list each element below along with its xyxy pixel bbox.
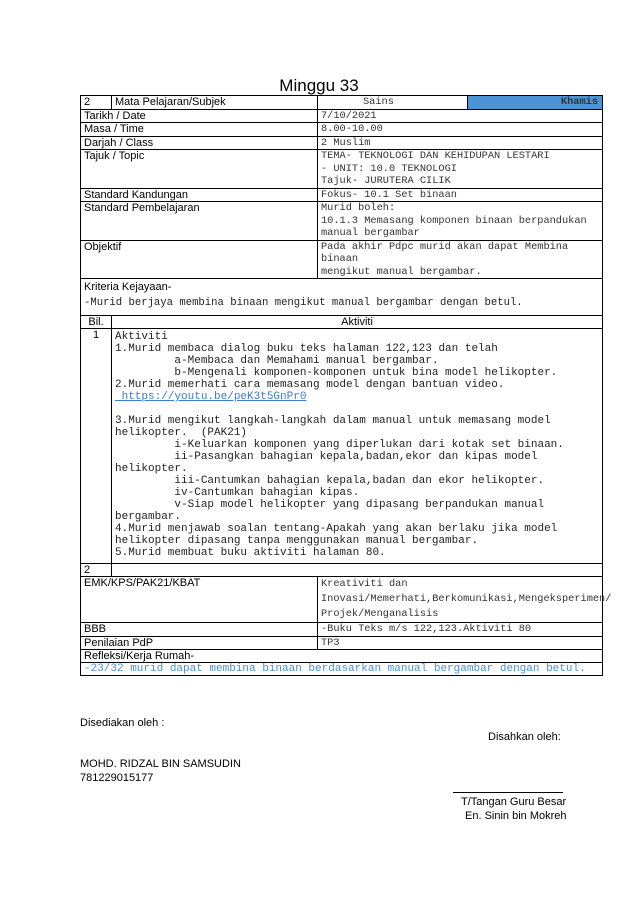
bbb-row	[81, 623, 603, 637]
topic-label: Tajuk / Topic	[81, 150, 318, 189]
header-num: 2	[81, 96, 112, 110]
activity-line: iii-Cantumkan bahagian kepala,badan dan ekor helikopter.	[115, 475, 545, 487]
activity-line: iv-Cantumkan bahagian kipas.	[115, 487, 360, 499]
bil-header: Bil.	[81, 316, 112, 329]
objective-line: mengikut manual bergambar.	[321, 265, 482, 278]
activity-line: 5.Murid membuat buku aktiviti halaman 80.	[115, 547, 386, 559]
sk-label: Standard Kandungan	[81, 188, 318, 202]
date-label: Tarikh / Date	[81, 109, 318, 123]
activity-content	[112, 329, 603, 564]
sp-line: Murid boleh:	[321, 202, 396, 214]
sk-row	[81, 188, 603, 202]
emk-label: EMK/KPS/PAK21/KBAT	[81, 577, 318, 623]
class-row	[81, 136, 603, 150]
activity-header-row	[81, 316, 603, 329]
header-row	[81, 96, 603, 110]
criteria-label: Kriteria Kejayaan-	[84, 281, 172, 293]
activity-row-2	[81, 564, 603, 577]
time-value: 8.00-10.00	[318, 123, 603, 137]
activity-line: b-Mengenali komponen-komponen untuk bina model helikopter.	[115, 367, 558, 379]
objective-label: Objektif	[81, 240, 318, 279]
page-title: Minggu 33	[279, 76, 359, 95]
approved-by-label: Disahkan oleh:	[488, 731, 561, 743]
subject-label: Mata Pelajaran/Subjek	[112, 96, 318, 110]
activity-num-2: 2	[81, 564, 112, 577]
class-label: Darjah / Class	[81, 136, 318, 150]
subject-value: Sains	[318, 96, 468, 110]
sp-line: 10.1.3 Memasang komponen binaan berpandukan	[321, 214, 587, 227]
reflection-label: Refleksi/Kerja Rumah-	[81, 650, 603, 663]
reflection-text: -23/32 murid dapat membina binaan berdasarkan manual bergambar dengan betul.	[81, 663, 603, 676]
activity-line: helikopter.	[115, 463, 188, 475]
assessment-label: Penilaian PdP	[81, 636, 318, 650]
activity-line: helikopter dipasang tanpa menggunakan manual bergambar.	[115, 535, 479, 547]
video-link[interactable]: https://youtu.be/peK3t5GnPr0	[115, 391, 307, 403]
teacher-id: 781229015177	[80, 772, 154, 784]
activity-line	[115, 403, 599, 415]
activity-line: Aktiviti	[115, 331, 168, 343]
activity-header: Aktiviti	[112, 316, 603, 329]
bbb-value: -Buku Teks m/s 122,123.Aktiviti 80	[318, 623, 603, 637]
assessment-row	[81, 636, 603, 650]
signature-line	[453, 792, 563, 793]
assessment-value: TP3	[318, 636, 603, 650]
reflection-text-row	[81, 663, 603, 676]
emk-line: Inovasi/Memerhati,Berkomunikasi,Mengeksperimen/	[321, 593, 612, 605]
objective-value	[318, 240, 603, 279]
topic-line: - UNIT: 10.0 TEKNOLOGI	[321, 162, 457, 175]
lesson-plan-table	[80, 95, 612, 676]
activity-line: 3.Murid mengikut langkah-langkah dalam manual untuk memasang model	[115, 415, 551, 427]
topic-line: TEMA- TEKNOLOGI DAN KEHIDUPAN LESTARI	[321, 150, 550, 162]
sk-value: Fokus- 10.1 Set binaan	[318, 188, 603, 202]
emk-row	[81, 577, 603, 623]
time-row	[81, 123, 603, 137]
bbb-label: BBB	[81, 623, 318, 637]
sp-line: manual bergambar	[321, 227, 420, 239]
date-row	[81, 109, 603, 123]
class-value: 2 Muslim	[318, 136, 603, 150]
activity-line: 1.Murid membaca dialog buku teks halaman 122,123 dan telah	[115, 343, 498, 355]
objective-line: Pada akhir Pdpc murid akan dapat Membina binaan	[321, 240, 569, 265]
date-value: 7/10/2021	[318, 109, 603, 123]
topic-row	[81, 150, 603, 189]
activity-num: 1	[81, 329, 112, 564]
objective-row	[81, 240, 603, 279]
sp-label: Standard Pembelajaran	[81, 202, 318, 241]
emk-value	[318, 577, 612, 623]
activity-line: bergambar.	[115, 511, 182, 523]
signature-label: T/Tangan Guru Besar	[461, 796, 567, 808]
emk-line: Kreativiti dan	[321, 578, 408, 590]
principal-name: En. Sinin bin Mokreh	[465, 810, 567, 822]
emk-line: Projek/Menganalisis	[321, 608, 439, 620]
activity-content-2	[112, 564, 603, 577]
activity-line: a-Membaca dan Memahami manual bergambar.	[115, 355, 439, 367]
criteria-row	[81, 279, 603, 316]
activity-line: i-Keluarkan komponen yang diperlukan dari kotak set binaan.	[115, 439, 564, 451]
activity-line: 2.Murid memerhati cara memasang model dengan bantuan video.	[115, 379, 505, 391]
reflection-label-row	[81, 650, 603, 663]
teacher-name: MOHD. RIDZAL BIN SAMSUDIN	[80, 758, 241, 770]
activity-row	[81, 329, 603, 564]
activity-line: helikopter. (PAK21)	[115, 427, 248, 439]
activity-line: 4.Murid menjawab soalan tentang-Apakah yang akan berlaku jika model	[115, 523, 558, 535]
sp-row	[81, 202, 603, 241]
criteria-text: -Murid berjaya membina binaan mengikut manual bergambar dengan betul.	[84, 297, 523, 309]
day-badge: Khamis	[468, 96, 603, 110]
sp-value	[318, 202, 603, 241]
time-label: Masa / Time	[81, 123, 318, 137]
criteria-cell	[81, 279, 603, 316]
prepared-by-label: Disediakan oleh :	[80, 717, 165, 729]
topic-value	[318, 150, 603, 189]
topic-line: Tajuk- JURUTERA CILIK	[321, 175, 451, 187]
activity-line: ii-Pasangkan bahagian kepala,badan,ekor dan kipas model	[115, 451, 538, 463]
activity-line: v-Siap model helikopter yang dipasang berpandukan manual	[115, 499, 545, 511]
